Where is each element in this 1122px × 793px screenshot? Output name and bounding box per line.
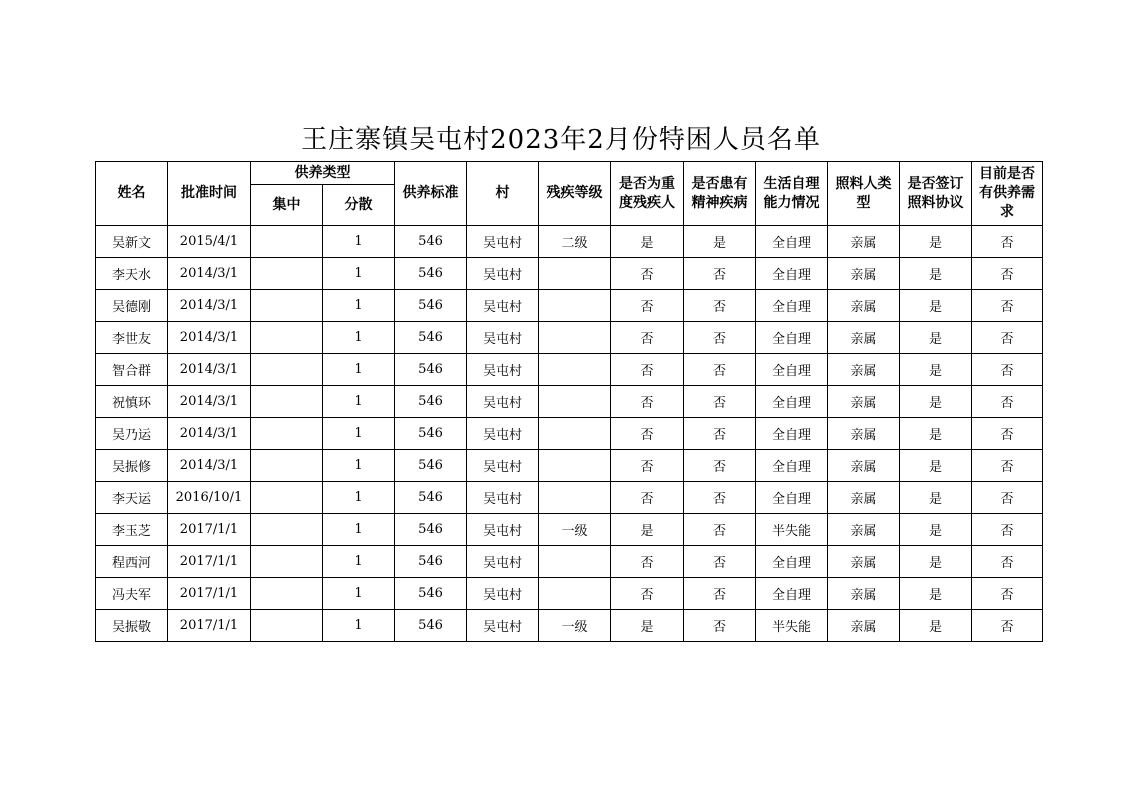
table-row bbox=[96, 226, 1043, 258]
cell-mental-illness: 否 bbox=[684, 290, 756, 322]
cell-standard: 546 bbox=[395, 546, 467, 578]
cell-mental-illness: 否 bbox=[684, 450, 756, 482]
cell-dispersed: 1 bbox=[323, 482, 395, 514]
cell-support-need: 否 bbox=[972, 290, 1043, 322]
cell-standard: 546 bbox=[395, 226, 467, 258]
cell-village: 吴屯村 bbox=[467, 482, 539, 514]
cell-mental-illness: 否 bbox=[684, 546, 756, 578]
cell-standard: 546 bbox=[395, 450, 467, 482]
cell-caregiver-type: 亲属 bbox=[828, 290, 900, 322]
table-row bbox=[96, 610, 1043, 642]
cell-self-care: 全自理 bbox=[756, 226, 828, 258]
cell-mental-illness: 否 bbox=[684, 482, 756, 514]
cell-village: 吴屯村 bbox=[467, 578, 539, 610]
cell-self-care: 全自理 bbox=[756, 450, 828, 482]
cell-care-agreement: 是 bbox=[900, 226, 972, 258]
cell-self-care: 全自理 bbox=[756, 386, 828, 418]
cell-support-need: 否 bbox=[972, 610, 1043, 642]
header-standard-label: 供养标准 bbox=[402, 185, 459, 201]
header-dispersed: 分散 bbox=[323, 185, 395, 226]
cell-centralized bbox=[251, 418, 323, 450]
cell-name: 李玉芝 bbox=[96, 514, 168, 546]
cell-name: 程西河 bbox=[96, 546, 168, 578]
cell-mental-illness: 否 bbox=[684, 354, 756, 386]
cell-standard: 546 bbox=[395, 514, 467, 546]
cell-centralized bbox=[251, 610, 323, 642]
cell-approval-date: 2014/3/1 bbox=[168, 258, 251, 290]
cell-support-need: 否 bbox=[972, 418, 1043, 450]
cell-caregiver-type: 亲属 bbox=[828, 386, 900, 418]
cell-support-need: 否 bbox=[972, 226, 1043, 258]
cell-dispersed: 1 bbox=[323, 354, 395, 386]
cell-approval-date: 2015/4/1 bbox=[168, 226, 251, 258]
header-disability-level: 残疾等级 bbox=[539, 162, 611, 226]
cell-caregiver-type: 亲属 bbox=[828, 258, 900, 290]
page-title: 王庄寨镇吴屯村2023年2月份特困人员名单 bbox=[301, 125, 821, 155]
cell-name: 吴德刚 bbox=[96, 290, 168, 322]
cell-self-care: 全自理 bbox=[756, 418, 828, 450]
cell-support-need: 否 bbox=[972, 386, 1043, 418]
cell-disability-level bbox=[539, 322, 611, 354]
cell-village: 吴屯村 bbox=[467, 610, 539, 642]
header-self-care-label: 生活自理能力情况 bbox=[763, 175, 820, 211]
cell-centralized bbox=[251, 450, 323, 482]
cell-self-care: 半失能 bbox=[756, 610, 828, 642]
cell-care-agreement: 是 bbox=[900, 354, 972, 386]
cell-disability-level bbox=[539, 258, 611, 290]
header-self-care bbox=[756, 162, 828, 226]
cell-self-care: 全自理 bbox=[756, 354, 828, 386]
cell-self-care: 全自理 bbox=[756, 482, 828, 514]
cell-support-need: 否 bbox=[972, 578, 1043, 610]
cell-mental-illness: 否 bbox=[684, 514, 756, 546]
cell-disability-level: 一级 bbox=[539, 610, 611, 642]
cell-caregiver-type: 亲属 bbox=[828, 578, 900, 610]
table-row bbox=[96, 450, 1043, 482]
cell-dispersed: 1 bbox=[323, 610, 395, 642]
cell-care-agreement: 是 bbox=[900, 578, 972, 610]
cell-dispersed: 1 bbox=[323, 258, 395, 290]
table-row bbox=[96, 322, 1043, 354]
cell-caregiver-type: 亲属 bbox=[828, 546, 900, 578]
cell-caregiver-type: 亲属 bbox=[828, 610, 900, 642]
cell-standard: 546 bbox=[395, 322, 467, 354]
cell-caregiver-type: 亲属 bbox=[828, 482, 900, 514]
cell-name: 李天水 bbox=[96, 258, 168, 290]
cell-disability-level bbox=[539, 354, 611, 386]
cell-standard: 546 bbox=[395, 578, 467, 610]
cell-dispersed: 1 bbox=[323, 418, 395, 450]
cell-village: 吴屯村 bbox=[467, 354, 539, 386]
cell-severe-disabled: 否 bbox=[611, 354, 684, 386]
cell-disability-level: 一级 bbox=[539, 514, 611, 546]
header-approval-date: 批准时间 bbox=[168, 162, 251, 226]
table-row bbox=[96, 482, 1043, 514]
cell-village: 吴屯村 bbox=[467, 258, 539, 290]
cell-standard: 546 bbox=[395, 290, 467, 322]
cell-name: 吴振修 bbox=[96, 450, 168, 482]
cell-dispersed: 1 bbox=[323, 386, 395, 418]
cell-self-care: 全自理 bbox=[756, 578, 828, 610]
cell-disability-level bbox=[539, 290, 611, 322]
cell-care-agreement: 是 bbox=[900, 418, 972, 450]
table-row bbox=[96, 290, 1043, 322]
cell-dispersed: 1 bbox=[323, 322, 395, 354]
cell-village: 吴屯村 bbox=[467, 226, 539, 258]
table-header bbox=[96, 162, 1043, 226]
table-row bbox=[96, 418, 1043, 450]
cell-name: 冯夫军 bbox=[96, 578, 168, 610]
header-severe-disabled bbox=[611, 162, 684, 226]
cell-severe-disabled: 否 bbox=[611, 578, 684, 610]
cell-approval-date: 2014/3/1 bbox=[168, 290, 251, 322]
cell-village: 吴屯村 bbox=[467, 290, 539, 322]
cell-support-need: 否 bbox=[972, 450, 1043, 482]
cell-caregiver-type: 亲属 bbox=[828, 322, 900, 354]
cell-standard: 546 bbox=[395, 386, 467, 418]
cell-disability-level bbox=[539, 578, 611, 610]
cell-dispersed: 1 bbox=[323, 514, 395, 546]
cell-support-need: 否 bbox=[972, 354, 1043, 386]
cell-centralized bbox=[251, 578, 323, 610]
cell-name: 祝慎环 bbox=[96, 386, 168, 418]
cell-approval-date: 2017/1/1 bbox=[168, 546, 251, 578]
cell-severe-disabled: 否 bbox=[611, 322, 684, 354]
header-caregiver-type-label: 照料人类型 bbox=[835, 175, 892, 211]
header-care-agreement-label: 是否签订照料协议 bbox=[907, 175, 964, 211]
cell-standard: 546 bbox=[395, 610, 467, 642]
cell-village: 吴屯村 bbox=[467, 514, 539, 546]
cell-village: 吴屯村 bbox=[467, 418, 539, 450]
header-mental-illness-label: 是否患有精神疾病 bbox=[691, 175, 748, 211]
header-severe-disabled-label: 是否为重度残疾人 bbox=[619, 175, 675, 211]
cell-mental-illness: 否 bbox=[684, 610, 756, 642]
cell-dispersed: 1 bbox=[323, 290, 395, 322]
cell-severe-disabled: 是 bbox=[611, 610, 684, 642]
header-care-agreement bbox=[900, 162, 972, 226]
roster-table bbox=[95, 161, 1043, 642]
cell-mental-illness: 否 bbox=[684, 418, 756, 450]
cell-disability-level bbox=[539, 482, 611, 514]
header-village: 村 bbox=[467, 162, 539, 226]
cell-approval-date: 2017/1/1 bbox=[168, 514, 251, 546]
cell-centralized bbox=[251, 258, 323, 290]
cell-disability-level bbox=[539, 386, 611, 418]
cell-approval-date: 2016/10/1 bbox=[168, 482, 251, 514]
cell-support-need: 否 bbox=[972, 546, 1043, 578]
cell-approval-date: 2014/3/1 bbox=[168, 418, 251, 450]
cell-dispersed: 1 bbox=[323, 578, 395, 610]
cell-disability-level bbox=[539, 418, 611, 450]
cell-dispersed: 1 bbox=[323, 450, 395, 482]
cell-standard: 546 bbox=[395, 418, 467, 450]
cell-support-need: 否 bbox=[972, 514, 1043, 546]
cell-centralized bbox=[251, 354, 323, 386]
table-row bbox=[96, 514, 1043, 546]
cell-care-agreement: 是 bbox=[900, 322, 972, 354]
cell-mental-illness: 是 bbox=[684, 226, 756, 258]
cell-approval-date: 2014/3/1 bbox=[168, 450, 251, 482]
cell-severe-disabled: 否 bbox=[611, 418, 684, 450]
cell-centralized bbox=[251, 482, 323, 514]
cell-mental-illness: 否 bbox=[684, 578, 756, 610]
cell-centralized bbox=[251, 514, 323, 546]
header-caregiver-type bbox=[828, 162, 900, 226]
table-row bbox=[96, 546, 1043, 578]
cell-centralized bbox=[251, 226, 323, 258]
cell-caregiver-type: 亲属 bbox=[828, 226, 900, 258]
cell-village: 吴屯村 bbox=[467, 546, 539, 578]
table-row bbox=[96, 258, 1043, 290]
cell-standard: 546 bbox=[395, 354, 467, 386]
header-standard bbox=[395, 162, 467, 226]
cell-support-need: 否 bbox=[972, 322, 1043, 354]
cell-support-need: 否 bbox=[972, 482, 1043, 514]
cell-approval-date: 2014/3/1 bbox=[168, 386, 251, 418]
cell-dispersed: 1 bbox=[323, 546, 395, 578]
cell-caregiver-type: 亲属 bbox=[828, 514, 900, 546]
cell-village: 吴屯村 bbox=[467, 450, 539, 482]
cell-severe-disabled: 否 bbox=[611, 258, 684, 290]
header-support-need-label: 目前是否有供养需求 bbox=[979, 166, 1035, 220]
cell-approval-date: 2017/1/1 bbox=[168, 578, 251, 610]
header-row-1 bbox=[96, 162, 1043, 185]
cell-approval-date: 2017/1/1 bbox=[168, 610, 251, 642]
table-row bbox=[96, 578, 1043, 610]
cell-caregiver-type: 亲属 bbox=[828, 354, 900, 386]
cell-care-agreement: 是 bbox=[900, 258, 972, 290]
cell-centralized bbox=[251, 386, 323, 418]
cell-name: 智合群 bbox=[96, 354, 168, 386]
cell-self-care: 全自理 bbox=[756, 546, 828, 578]
cell-care-agreement: 是 bbox=[900, 290, 972, 322]
table-row bbox=[96, 386, 1043, 418]
header-mental-illness bbox=[684, 162, 756, 226]
cell-name: 吴新文 bbox=[96, 226, 168, 258]
cell-mental-illness: 否 bbox=[684, 322, 756, 354]
cell-centralized bbox=[251, 546, 323, 578]
cell-caregiver-type: 亲属 bbox=[828, 450, 900, 482]
cell-severe-disabled: 是 bbox=[611, 226, 684, 258]
cell-severe-disabled: 否 bbox=[611, 546, 684, 578]
cell-name: 李世友 bbox=[96, 322, 168, 354]
cell-name: 吴乃运 bbox=[96, 418, 168, 450]
cell-severe-disabled: 否 bbox=[611, 386, 684, 418]
cell-standard: 546 bbox=[395, 258, 467, 290]
cell-self-care: 全自理 bbox=[756, 290, 828, 322]
table-body bbox=[96, 226, 1043, 642]
header-name: 姓名 bbox=[96, 162, 168, 226]
cell-village: 吴屯村 bbox=[467, 322, 539, 354]
cell-name: 李天运 bbox=[96, 482, 168, 514]
cell-standard: 546 bbox=[395, 482, 467, 514]
cell-care-agreement: 是 bbox=[900, 482, 972, 514]
cell-support-need: 否 bbox=[972, 258, 1043, 290]
cell-care-agreement: 是 bbox=[900, 514, 972, 546]
header-support-need bbox=[972, 162, 1043, 226]
cell-self-care: 全自理 bbox=[756, 322, 828, 354]
cell-caregiver-type: 亲属 bbox=[828, 418, 900, 450]
cell-care-agreement: 是 bbox=[900, 610, 972, 642]
cell-disability-level bbox=[539, 546, 611, 578]
cell-village: 吴屯村 bbox=[467, 386, 539, 418]
cell-name: 吴振敬 bbox=[96, 610, 168, 642]
cell-centralized bbox=[251, 322, 323, 354]
cell-care-agreement: 是 bbox=[900, 546, 972, 578]
cell-self-care: 半失能 bbox=[756, 514, 828, 546]
cell-severe-disabled: 是 bbox=[611, 514, 684, 546]
cell-centralized bbox=[251, 290, 323, 322]
cell-mental-illness: 否 bbox=[684, 386, 756, 418]
cell-mental-illness: 否 bbox=[684, 258, 756, 290]
cell-disability-level bbox=[539, 450, 611, 482]
cell-severe-disabled: 否 bbox=[611, 450, 684, 482]
cell-severe-disabled: 否 bbox=[611, 482, 684, 514]
cell-disability-level: 二级 bbox=[539, 226, 611, 258]
cell-care-agreement: 是 bbox=[900, 386, 972, 418]
table-row bbox=[96, 354, 1043, 386]
header-support-type: 供养类型 bbox=[251, 162, 395, 185]
cell-care-agreement: 是 bbox=[900, 450, 972, 482]
header-centralized: 集中 bbox=[251, 185, 323, 226]
cell-dispersed: 1 bbox=[323, 226, 395, 258]
cell-approval-date: 2014/3/1 bbox=[168, 322, 251, 354]
cell-approval-date: 2014/3/1 bbox=[168, 354, 251, 386]
cell-severe-disabled: 否 bbox=[611, 290, 684, 322]
cell-self-care: 全自理 bbox=[756, 258, 828, 290]
